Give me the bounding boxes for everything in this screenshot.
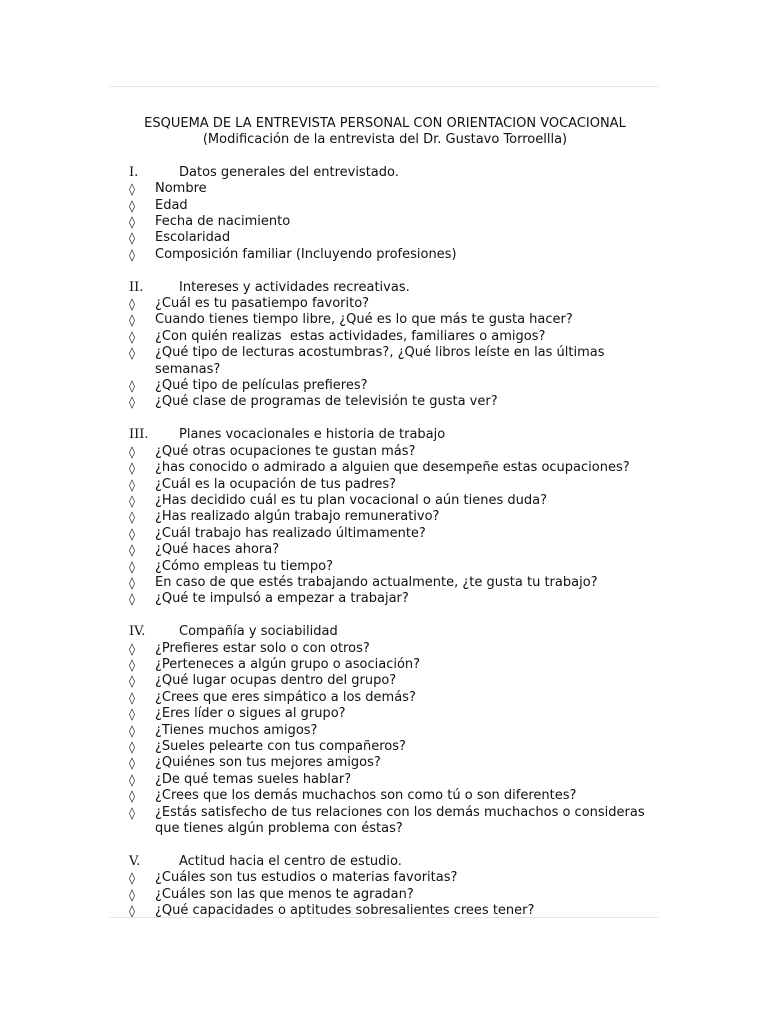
list-item-text: ¿Tienes muchos amigos? (155, 722, 318, 738)
section-heading (129, 165, 659, 181)
section (129, 427, 659, 607)
list-item (129, 378, 659, 394)
list-item (129, 477, 659, 493)
list-item (129, 247, 659, 263)
list-item-text: ¿Qué clase de programas de televisión te gusta ver? (155, 394, 498, 410)
list-item (129, 559, 659, 575)
list-item (129, 805, 659, 838)
list-item (129, 345, 659, 378)
section-heading (129, 854, 659, 870)
diamond-bullet-icon: ◊ (129, 641, 135, 656)
section-title: Compañía y sociabilidad (179, 624, 338, 640)
diamond-bullet-icon: ◊ (129, 789, 135, 804)
diamond-bullet-icon: ◊ (129, 559, 135, 574)
diamond-bullet-icon: ◊ (129, 215, 135, 230)
list-item-text: ¿Qué tipo de películas prefieres? (155, 378, 368, 394)
list-item (129, 739, 659, 755)
list-item-text: ¿Has realizado algún trabajo remunerativo? (155, 509, 440, 525)
diamond-bullet-icon: ◊ (129, 510, 135, 525)
list-item (129, 493, 659, 509)
list-item-text: ¿Qué otras ocupaciones te gustan más? (155, 443, 416, 459)
list-item (129, 870, 659, 886)
sections-container (129, 165, 659, 920)
diamond-bullet-icon: ◊ (129, 444, 135, 459)
section (129, 624, 659, 837)
top-divider (110, 86, 658, 87)
document-page (129, 116, 659, 919)
list-item (129, 444, 659, 460)
section-number: I. (129, 164, 139, 180)
section (129, 165, 659, 263)
diamond-bullet-icon: ◊ (129, 723, 135, 738)
list-item-text: ¿Sueles pelearte con tus compañeros? (155, 738, 406, 754)
list-item-text: Composición familiar (Incluyendo profesiones) (155, 246, 457, 262)
section-number: IV. (129, 624, 146, 640)
diamond-bullet-icon: ◊ (129, 198, 135, 213)
diamond-bullet-icon: ◊ (129, 739, 135, 754)
diamond-bullet-icon: ◊ (129, 526, 135, 541)
section-number: V. (129, 853, 141, 869)
list-item-text: ¿Cuáles son las que menos te agradan? (155, 886, 414, 902)
list-item-text: Escolaridad (155, 230, 231, 246)
list-item-text: En caso de que estés trabajando actualmente, ¿te gusta tu trabajo? (155, 574, 598, 590)
list-item (129, 509, 659, 525)
diamond-bullet-icon: ◊ (129, 805, 135, 820)
section (129, 280, 659, 411)
list-item-text: ¿Con quién realizas estas actividades, familiares o amigos? (155, 328, 546, 344)
list-item-text: ¿Cuál es tu pasatiempo favorito? (155, 296, 370, 312)
list-item-text: ¿Cuáles son tus estudios o materias favoritas? (155, 870, 458, 886)
list-item-text: ¿Prefieres estar solo o con otros? (155, 640, 370, 656)
diamond-bullet-icon: ◊ (129, 231, 135, 246)
section-number: III. (129, 427, 149, 443)
diamond-bullet-icon: ◊ (129, 297, 135, 312)
list-item-text: Cuando tienes tiempo libre, ¿Qué es lo que más te gusta hacer? (155, 312, 573, 328)
section-heading (129, 280, 659, 296)
list-item-text: ¿Qué te impulsó a empezar a trabajar? (155, 591, 409, 607)
diamond-bullet-icon: ◊ (129, 657, 135, 672)
list-item (129, 690, 659, 706)
list-item-text: ¿Qué capacidades o aptitudes sobresalientes crees tener? (155, 903, 535, 919)
list-item (129, 788, 659, 804)
diamond-bullet-icon: ◊ (129, 247, 135, 262)
document-header (129, 116, 641, 149)
diamond-bullet-icon: ◊ (129, 346, 135, 361)
diamond-bullet-icon: ◊ (129, 887, 135, 902)
diamond-bullet-icon: ◊ (129, 690, 135, 705)
list-item-text: ¿Cuál es la ocupación de tus padres? (155, 476, 397, 492)
list-item (129, 657, 659, 673)
list-item-text: Edad (155, 197, 188, 213)
list-item (129, 542, 659, 558)
diamond-bullet-icon: ◊ (129, 493, 135, 508)
list-item (129, 772, 659, 788)
section-title: Planes vocacionales e historia de trabajo (179, 427, 446, 443)
diamond-bullet-icon: ◊ (129, 543, 135, 558)
diamond-bullet-icon: ◊ (129, 461, 135, 476)
section-number: II. (129, 279, 144, 295)
list-item (129, 296, 659, 312)
diamond-bullet-icon: ◊ (129, 575, 135, 590)
section-title: Actitud hacia el centro de estudio. (179, 853, 402, 869)
diamond-bullet-icon: ◊ (129, 395, 135, 410)
list-item (129, 312, 659, 328)
diamond-bullet-icon: ◊ (129, 477, 135, 492)
list-item-text: ¿Cómo empleas tu tiempo? (155, 558, 334, 574)
bottom-divider (110, 917, 658, 918)
diamond-bullet-icon: ◊ (129, 379, 135, 394)
list-item (129, 591, 659, 607)
diamond-bullet-icon: ◊ (129, 904, 135, 919)
diamond-bullet-icon: ◊ (129, 707, 135, 722)
list-item (129, 887, 659, 903)
list-item-text: Fecha de nacimiento (155, 214, 291, 230)
document-title: ESQUEMA DE LA ENTREVISTA PERSONAL CON ORIENTACION VOCACIONAL (144, 116, 626, 131)
list-item (129, 460, 659, 476)
list-item (129, 641, 659, 657)
list-item-text: ¿has conocido o admirado a alguien que desempeñe estas ocupaciones? (155, 460, 630, 476)
list-item (129, 673, 659, 689)
list-item-text: ¿Crees que los demás muchachos son como tú o son diferentes? (155, 788, 577, 804)
list-item (129, 394, 659, 410)
diamond-bullet-icon: ◊ (129, 592, 135, 607)
section-heading (129, 624, 659, 640)
list-item (129, 181, 659, 197)
list-item (129, 526, 659, 542)
list-item (129, 575, 659, 591)
section-title: Datos generales del entrevistado. (179, 164, 399, 180)
list-item (129, 230, 659, 246)
diamond-bullet-icon: ◊ (129, 313, 135, 328)
document-subtitle: (Modificación de la entrevista del Dr. Gustavo Torroellla) (202, 132, 568, 148)
list-item (129, 329, 659, 345)
list-item (129, 723, 659, 739)
list-item-text: ¿De qué temas sueles hablar? (155, 771, 352, 787)
diamond-bullet-icon: ◊ (129, 772, 135, 787)
list-item-text: ¿Crees que eres simpático a los demás? (155, 689, 416, 705)
list-item (129, 755, 659, 771)
diamond-bullet-icon: ◊ (129, 674, 135, 689)
list-item-text: Nombre (155, 181, 207, 197)
list-item-text: ¿Quiénes son tus mejores amigos? (155, 755, 381, 771)
diamond-bullet-icon: ◊ (129, 182, 135, 197)
list-item-text: ¿Perteneces a algún grupo o asociación? (155, 656, 421, 672)
diamond-bullet-icon: ◊ (129, 329, 135, 344)
list-item-text: ¿Eres líder o sigues al grupo? (155, 706, 346, 722)
list-item-text: ¿Has decidido cuál es tu plan vocacional o aún tienes duda? (155, 492, 547, 508)
section-heading (129, 427, 659, 443)
diamond-bullet-icon: ◊ (129, 871, 135, 886)
diamond-bullet-icon: ◊ (129, 756, 135, 771)
list-item-text: ¿Qué haces ahora? (155, 542, 280, 558)
list-item (129, 198, 659, 214)
list-item-text: ¿Cuál trabajo has realizado últimamente? (155, 525, 426, 541)
list-item-text: ¿Qué tipo de lecturas acostumbras?, ¿Qué libros leíste en las últimas semanas? (155, 345, 609, 377)
list-item (129, 706, 659, 722)
list-item-text: ¿Estás satisfecho de tus relaciones con los demás muchachos o consideras que tienes algún problema con éstas? (155, 804, 649, 837)
section-title: Intereses y actividades recreativas. (179, 279, 410, 295)
section (129, 854, 659, 920)
list-item-text: ¿Qué lugar ocupas dentro del grupo? (155, 673, 397, 689)
list-item (129, 214, 659, 230)
